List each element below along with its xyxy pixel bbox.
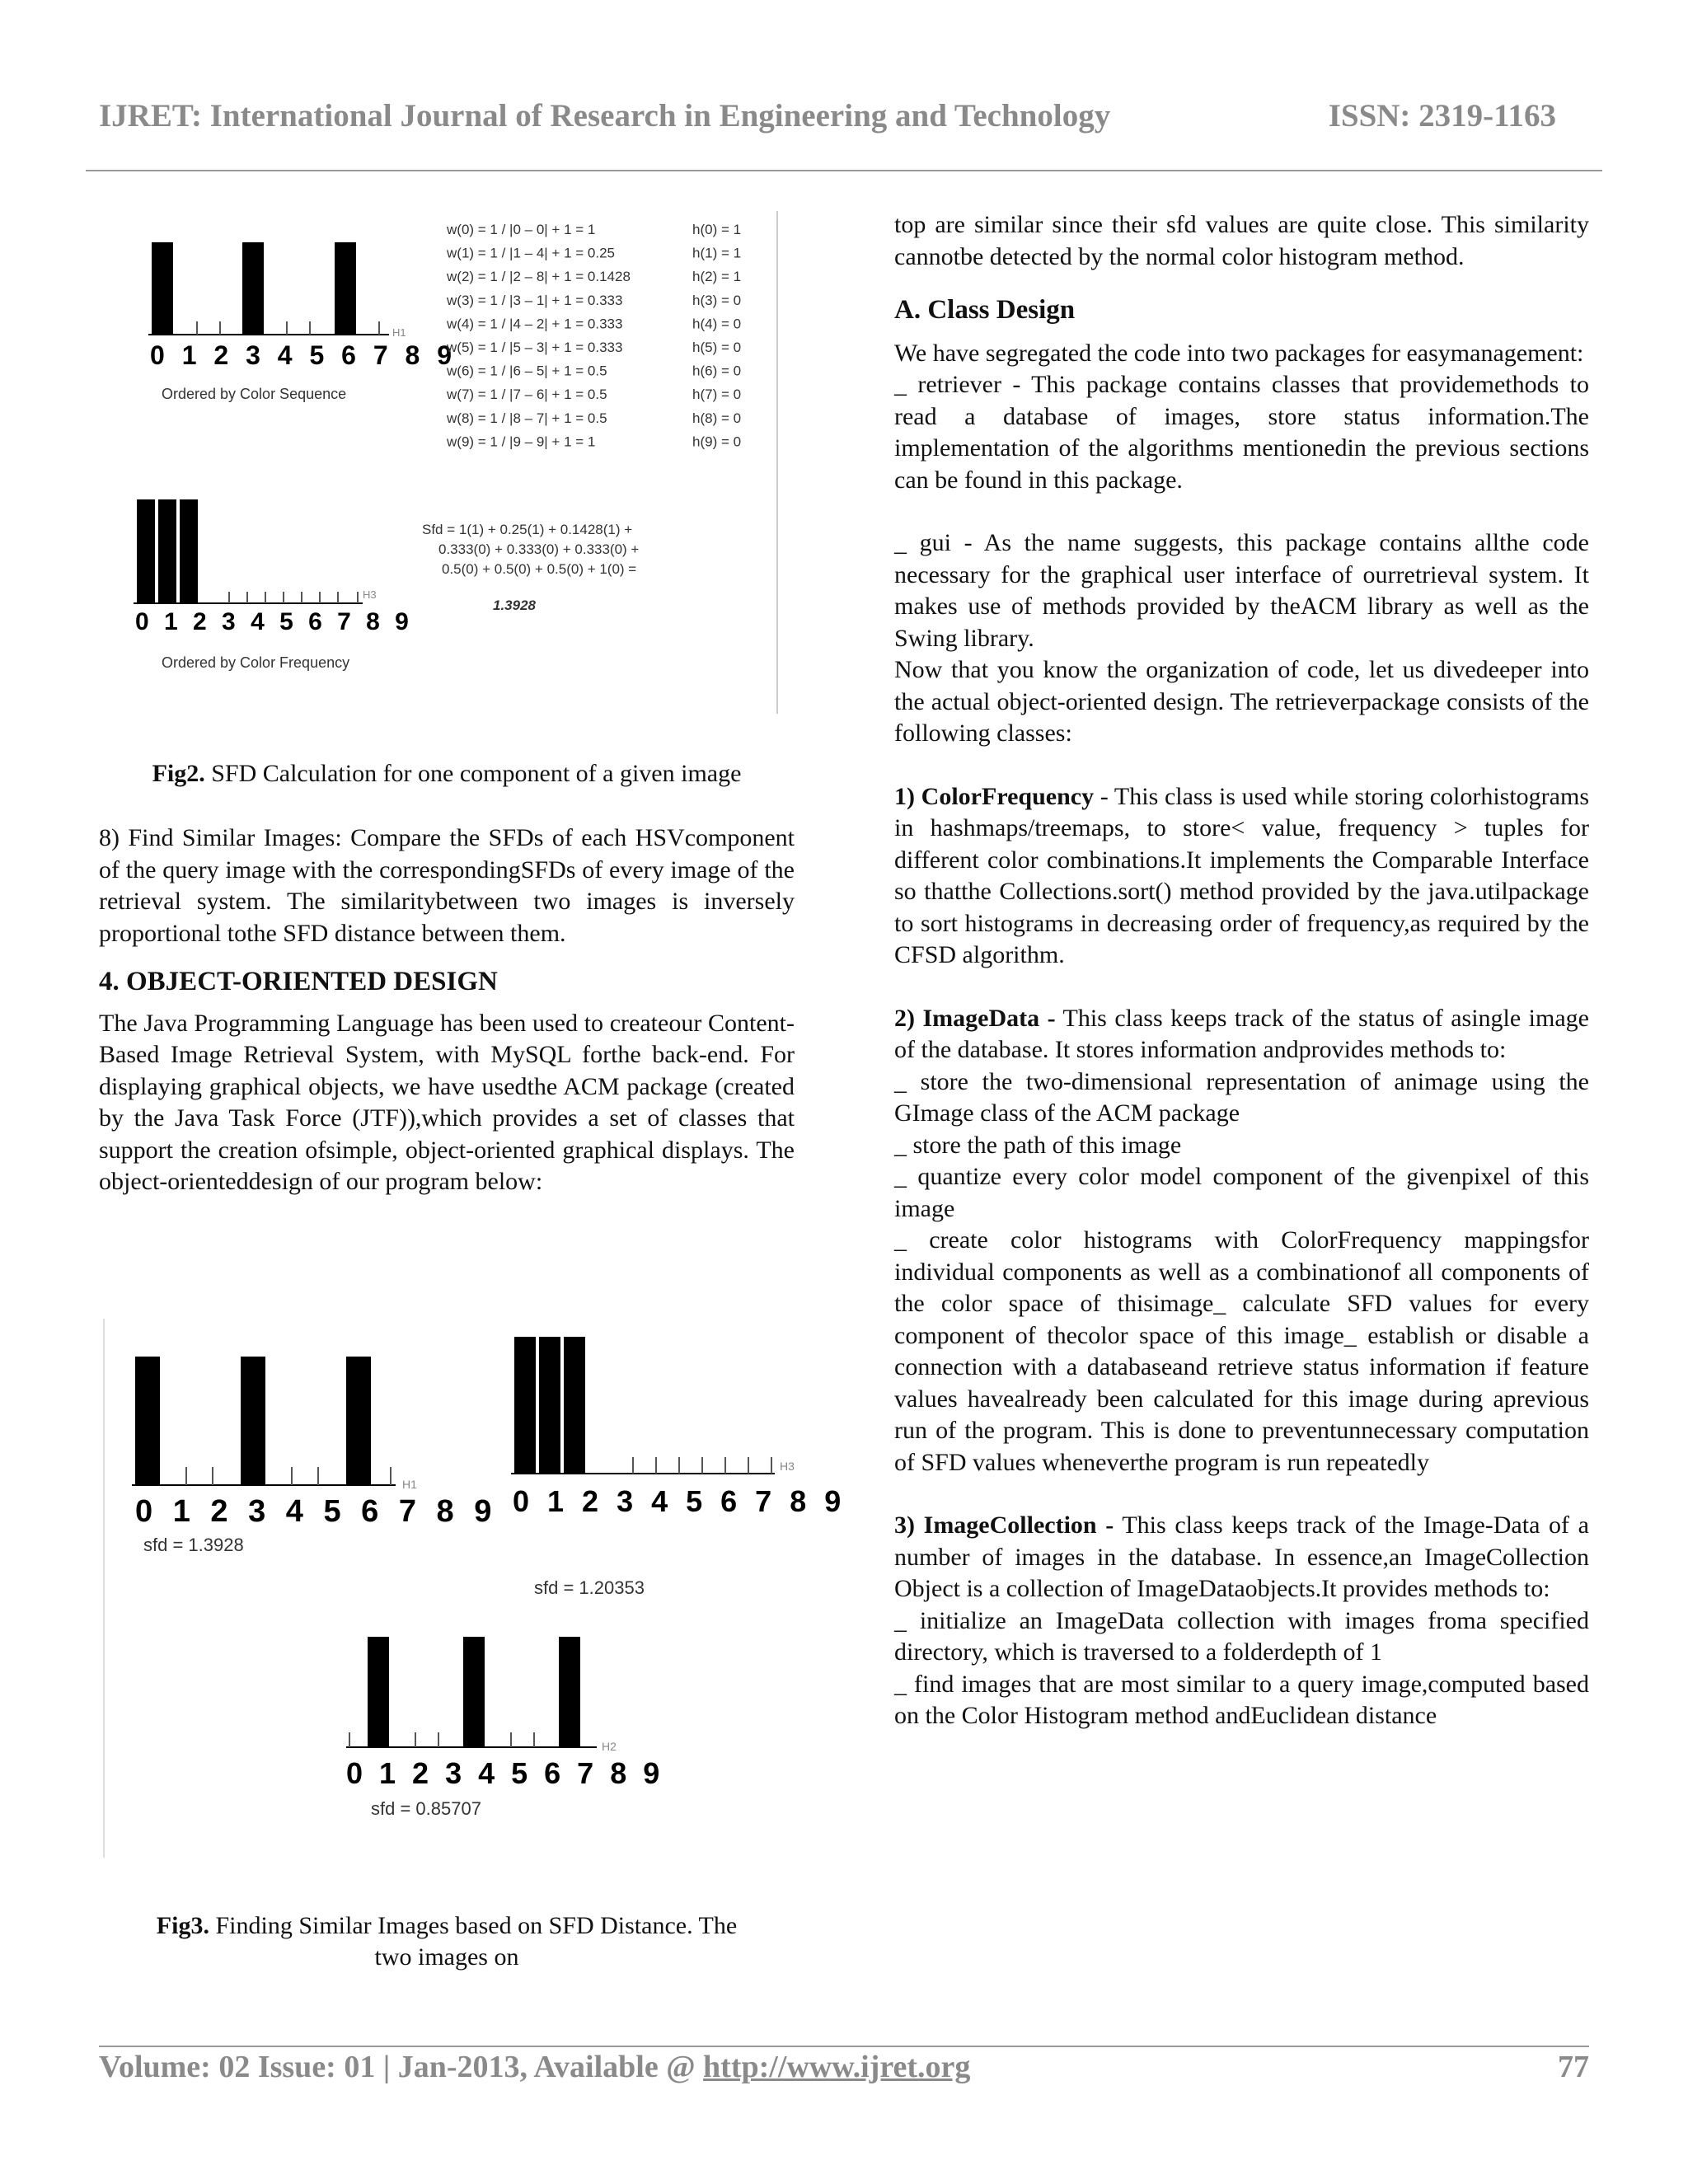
- page-number: 77: [1558, 2050, 1589, 2084]
- volume-info: [99, 2049, 970, 2085]
- journal-link[interactable]: http://www.ijret.org: [703, 2050, 971, 2084]
- fig3-caption-label: Fig3.: [156, 1912, 209, 1939]
- imagedata-title: 2) ImageData -: [894, 1004, 1056, 1032]
- fig2-weights: [446, 222, 741, 449]
- fig2-h-line: h(3) = 0: [692, 292, 742, 308]
- para-segregated: We have segregated the code into two packages for easymanagement:: [894, 339, 1584, 367]
- fig3-histogram-b: [511, 1337, 846, 1598]
- left-column-text: [99, 823, 795, 1198]
- running-footer: [99, 2049, 1589, 2090]
- fig2-h-line: h(8) = 0: [692, 410, 742, 426]
- fig2-h-line: h(7) = 0: [692, 387, 742, 403]
- fig2-weight-line: w(6) = 1 / |6 – 5| + 1 = 0.5: [447, 363, 607, 379]
- imagecollection-title: 3) ImageCollection -: [894, 1511, 1114, 1539]
- para-colorfrequency: [894, 781, 1589, 972]
- fig3-axis-a: 0 1 2 3 4 5 6 7 8 9: [135, 1494, 498, 1529]
- imagecollection-bullet-2: _ find images that are most similar to a query image,computed based on the Color Histogram method andEuclidean distance: [894, 1670, 1589, 1729]
- fig2-h-line: h(4) = 0: [692, 316, 742, 332]
- para-find-similar: 8) Find Similar Images: Compare the SFDs of each HSVcomponent of the query image with the correspondingSFDs of every image of the retrieval system. The similaritybetween two images is inversely proportional tothe SFD distance between them.: [99, 824, 795, 947]
- imagecollection-bullet-1: _ initialize an ImageData collection with images froma specified directory, which is traversed to a folderdepth of 1: [894, 1606, 1589, 1666]
- colorfrequency-text: - This class is used while storing colorhistograms in hashmaps/treemaps, to store< value, frequency > tuples for different color combinations.It implements the Comparable Interface so thatthe Collections.sort() method provided by the java.utilpackage to sort histograms in decreasing order of frequency,as required by the CFSD algorithm.: [894, 782, 1589, 968]
- right-column-text: [894, 209, 1589, 1732]
- fig3-histogram-a: [132, 1357, 497, 1555]
- para-imagecollection: [894, 1510, 1589, 1605]
- fig2-sfd-line-3: 0.5(0) + 0.5(0) + 0.5(0) + 1(0) =: [442, 561, 637, 577]
- fig2-weight-line: w(5) = 1 / |5 – 3| + 1 = 0.333: [447, 340, 623, 355]
- fig2-caption-label: Fig2.: [152, 760, 205, 787]
- section-heading-a: A. Class Design: [894, 295, 1076, 325]
- fig3-hlabel-a: H1: [402, 1478, 417, 1491]
- para-now: Now that you know the organization of code, let us divedeeper into the actual object-oriented design. The retrieverpackage consists of the following classes:: [894, 656, 1589, 747]
- fig3-sfd-c: sfd = 0.85707: [371, 1798, 481, 1819]
- para-top-similar: top are similar since their sfd values are quite close. This similarity cannotbe detected by the normal color histogram method.: [894, 211, 1589, 270]
- fig2-h-line: h(9) = 0: [692, 434, 742, 450]
- fig2-hlabel-bottom: H3: [363, 588, 377, 601]
- footer-rule: [99, 2046, 1589, 2047]
- journal-title: IJRET: International Journal of Research in Engineering and Technology: [99, 98, 1111, 134]
- para-retriever: _ retriever - This package contains classes that providemethods to read a database of images, store status information.The implementation of the algorithms mentionedin the previous sections can be found in this package.: [894, 371, 1589, 494]
- fig2-sfd-formula: [422, 522, 639, 613]
- fig2-sfd-line-2: 0.333(0) + 0.333(0) + 0.333(0) +: [438, 541, 640, 557]
- imagedata-bullet-4: _ create color histograms with ColorFrequency mappingsfor individual components as well as a combinationof all components of the color space of thisimage_ calculate SFD values for every component of thecolor space of this image_ establish or disable a connection with a databaseand retrieve status information if feature values havealready been calculated for this image during aprevious run of the program. This is done to preventunnecessary computation of SFD values wheneverthe program is run repeatedly: [894, 1226, 1589, 1476]
- issn: ISSN: 2319-1163: [1328, 98, 1556, 134]
- fig2-weight-line: w(1) = 1 / |1 – 4| + 1 = 0.25: [447, 245, 615, 261]
- fig2-h-line: h(2) = 1: [692, 269, 742, 285]
- fig2-axis-bottom: 0 1 2 3 4 5 6 7 8 9: [135, 608, 413, 635]
- fig2-weight-line: w(3) = 1 / |3 – 1| + 1 = 0.333: [447, 292, 623, 308]
- fig2-axis-top: 0 1 2 3 4 5 6 7 8 9: [150, 340, 457, 370]
- fig2-h-line: h(1) = 1: [692, 245, 742, 261]
- fig2-label-bottom: Ordered by Color Frequency: [162, 654, 350, 671]
- fig2-caption-text: SFD Calculation for one component of a given image: [204, 760, 742, 787]
- fig2-sfd-result: 1.3928: [493, 598, 536, 613]
- fig2-weight-line: w(0) = 1 / |0 – 0| + 1 = 1: [447, 222, 596, 237]
- fig2-sfd-line-1: Sfd = 1(1) + 0.25(1) + 0.1428(1) +: [422, 522, 633, 537]
- fig2-caption: [99, 758, 795, 790]
- fig2-h-line: h(0) = 1: [692, 222, 742, 237]
- running-header: [99, 97, 1589, 147]
- figure-2: [115, 211, 779, 714]
- imagedata-bullet-2: _ store the path of this image: [894, 1131, 1182, 1159]
- para-java: The Java Programming Language has been used to createour Content-Based Image Retrieval System, with MySQL forthe back-end. For displaying graphical objects, we have usedthe ACM package (created by the Java Task Force (JTF)),which provides a set of classes that support the creation ofsimple, object-oriented graphical displays. The object-orienteddesign of our program below:: [99, 1009, 795, 1195]
- fig3-svg: [102, 1319, 846, 1863]
- figure-3: [102, 1319, 846, 1863]
- header-rule: [86, 170, 1602, 171]
- volume-text: Volume: 02 Issue: 01 | Jan-2013, Available @: [99, 2050, 704, 2084]
- fig3-sfd-a: sfd = 1.3928: [143, 1535, 244, 1555]
- fig2-weight-line: w(4) = 1 / |4 – 2| + 1 = 0.333: [447, 316, 623, 332]
- imagedata-bullet-1: _ store the two-dimensional representation of animage using the GImage class of the ACM package: [894, 1067, 1589, 1127]
- fig3-caption-line-1: Finding Similar Images based on SFD Distance. The: [209, 1912, 738, 1939]
- fig2-weight-line: w(7) = 1 / |7 – 6| + 1 = 0.5: [447, 387, 607, 403]
- fig3-hlabel-c: H2: [602, 1740, 617, 1753]
- fig3-caption: [99, 1910, 795, 1973]
- fig3-caption-line-2: two images on: [374, 1943, 519, 1971]
- fig2-h-line: h(5) = 0: [692, 340, 742, 355]
- imagecollection-text: This class keeps track of the Image-Data of a number of images in the database. In essence,an ImageCollection Object is a collection of ImageDataobjects.It provides methods to:: [894, 1511, 1589, 1602]
- fig2-h-line: h(6) = 0: [692, 363, 742, 379]
- fig3-sfd-b: sfd = 1.20353: [534, 1577, 645, 1598]
- para-imagedata: [894, 1003, 1589, 1066]
- section-heading-4: 4. OBJECT-ORIENTED DESIGN: [99, 967, 498, 996]
- fig3-hlabel-b: H3: [780, 1460, 795, 1473]
- fig3-axis-b: 0 1 2 3 4 5 6 7 8 9: [513, 1484, 846, 1518]
- fig2-weight-line: w(8) = 1 / |8 – 7| + 1 = 0.5: [447, 410, 607, 426]
- fig2-histogram-top: [148, 242, 457, 402]
- colorfrequency-title: 1) ColorFrequency: [894, 782, 1095, 810]
- fig2-weight-line: w(2) = 1 / |2 – 8| + 1 = 0.1428: [447, 269, 631, 285]
- fig2-hlabel-top: H1: [392, 326, 406, 339]
- para-gui: _ gui - As the name suggests, this package contains allthe code necessary for the graphical user interface of ourretrieval system. It makes use of methods provided by theACM library as well as the Swing library.: [894, 529, 1589, 652]
- imagedata-bullet-3: _ quantize every color model component of the givenpixel of this image: [894, 1163, 1589, 1222]
- fig3-histogram-c: [346, 1637, 663, 1819]
- fig2-histogram-bottom: [134, 499, 413, 671]
- fig2-weight-line: w(9) = 1 / |9 – 9| + 1 = 1: [447, 434, 596, 450]
- fig2-svg: [115, 211, 779, 714]
- fig3-axis-c: 0 1 2 3 4 5 6 7 8 9: [346, 1756, 664, 1790]
- imagedata-text: This class keeps track of the status of asingle image of the database. It stores information andprovides methods to:: [894, 1004, 1589, 1063]
- fig2-label-top: Ordered by Color Sequence: [162, 386, 347, 402]
